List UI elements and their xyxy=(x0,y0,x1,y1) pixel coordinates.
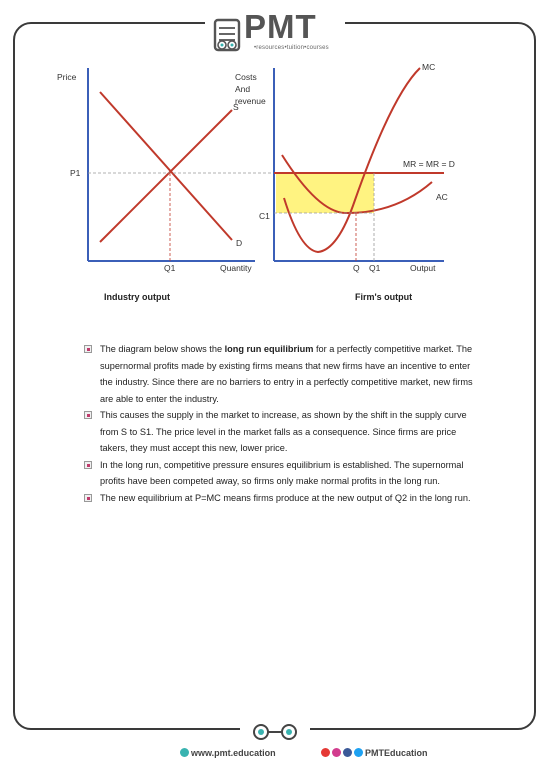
quantity-axis-label: Quantity xyxy=(220,263,252,273)
website-link[interactable]: www.pmt.education xyxy=(180,748,276,758)
logo-text: PMT xyxy=(244,8,317,45)
price-axis-label: Price xyxy=(57,72,77,82)
mc-curve xyxy=(284,68,420,252)
and-label: And xyxy=(235,84,251,94)
c1-label: C1 xyxy=(259,211,270,221)
demand-curve xyxy=(100,92,232,240)
economics-diagram xyxy=(0,0,550,300)
p1-label: P1 xyxy=(70,168,81,178)
supply-curve xyxy=(100,110,232,242)
bullet-item: This causes the supply in the market to increase, as shown by the shift in the supply curve from S to S1. The price level in the market falls as a consequence. Since firms are price takers, they must accept this new, lower price. xyxy=(84,407,484,457)
facebook-icon[interactable] xyxy=(343,748,352,757)
bullet-icon xyxy=(84,461,92,469)
supply-label: S xyxy=(233,102,239,112)
twitter-icon[interactable] xyxy=(354,748,363,757)
industry-output-caption: Industry output xyxy=(104,292,170,302)
profit-area xyxy=(276,173,374,213)
firms-output-caption: Firm's output xyxy=(355,292,413,302)
bullet-item: The diagram below shows the long run equilibrium for a perfectly competitive market. The supernormal profits made by existing firms means that new firms have an incentive to enter the industry. Since there are no barriers to entry in a perfectly competitive market, new firms are able to enter the industry. xyxy=(84,341,484,407)
bullet-list xyxy=(84,341,484,506)
bullet-icon xyxy=(84,345,92,353)
mc-label: MC xyxy=(422,62,436,72)
bullet-icon xyxy=(84,411,92,419)
demand-label: D xyxy=(236,238,243,248)
q1-label-right: Q1 xyxy=(369,263,381,273)
costs-label: Costs xyxy=(235,72,257,82)
output-axis-label: Output xyxy=(410,263,436,273)
bullet-item: The new equilibrium at P=MC means firms produce at the new output of Q2 in the long run. xyxy=(84,490,484,507)
bullet-item: In the long run, competitive pressure ensures equilibrium is established. The supernormal profits have been competed away, so firms only make normal profits in the long run. xyxy=(84,457,484,490)
instagram-icon[interactable] xyxy=(332,748,341,757)
revenue-label: revenue xyxy=(235,96,266,106)
mr-label: MR = MR = D xyxy=(403,159,455,169)
social-links[interactable]: PMTEducation xyxy=(321,748,428,758)
q1-label-left: Q1 xyxy=(164,263,176,273)
q-label: Q xyxy=(353,263,360,273)
glasses-icon xyxy=(247,723,303,741)
youtube-icon[interactable] xyxy=(321,748,330,757)
globe-icon xyxy=(180,748,189,757)
ac-label: AC xyxy=(436,192,448,202)
footer xyxy=(0,744,550,764)
bullet-icon xyxy=(84,494,92,502)
logo-tagline: •resources•tuition•courses xyxy=(254,45,329,51)
